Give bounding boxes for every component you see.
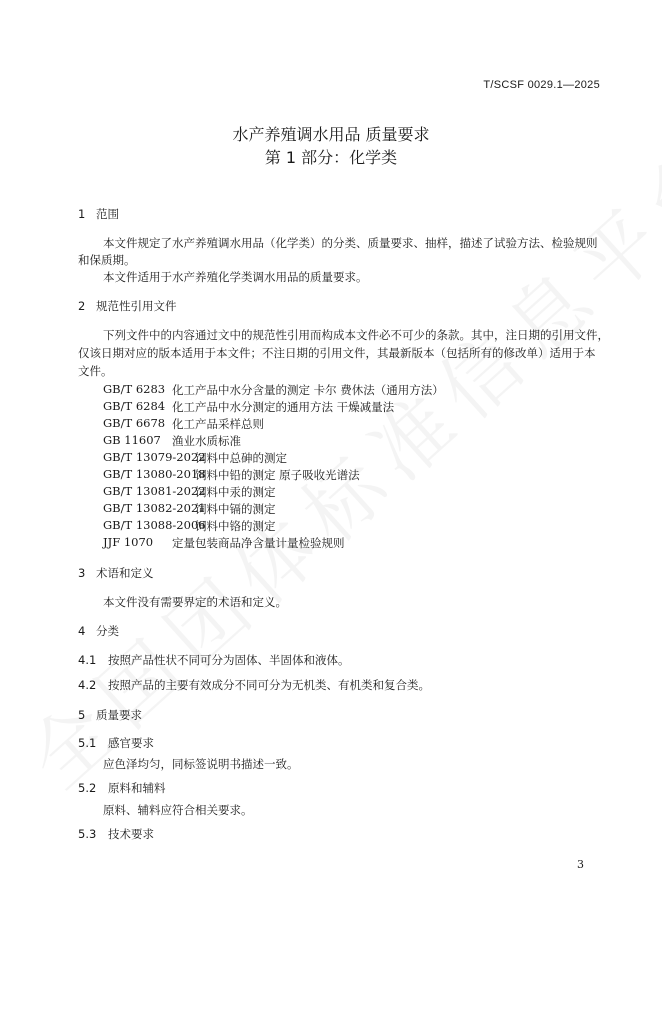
reference-code: JJF 1070 xyxy=(103,535,154,549)
scope-paragraph-1: 本文件规定了水产养殖调水用品（化学类）的分类、质量要求、抽样，描述了试验方法、检验规则 xyxy=(103,236,598,250)
document-code: T/SCSF 0029.1—2025 xyxy=(483,79,600,91)
reference-title: 化工产品采样总则 xyxy=(172,417,264,431)
clause-5-3-heading xyxy=(78,826,154,842)
section-1-heading xyxy=(78,206,119,222)
reference-code: GB/T 6283 xyxy=(103,382,166,396)
reference-code: GB/T 6284 xyxy=(103,399,166,413)
reference-code: GB/T 13088-2006 xyxy=(103,518,206,532)
clause-title: 原料和辅料 xyxy=(108,781,166,795)
clause-5-2-text: 原料、辅料应符合相关要求。 xyxy=(103,803,253,817)
clause-title: 感官要求 xyxy=(108,736,154,750)
reference-code: GB/T 13082-2021 xyxy=(103,501,206,515)
section-number: 3 xyxy=(78,566,86,580)
section-number: 4 xyxy=(78,624,86,638)
reference-title: 化工产品中水分测定的通用方法 干燥减量法 xyxy=(172,400,395,414)
section-3-heading xyxy=(78,565,154,581)
reference-code: GB/T 6678 xyxy=(103,416,166,430)
reference-title: 饲料中镉的测定 xyxy=(195,502,276,516)
terms-paragraph: 本文件没有需要界定的术语和定义。 xyxy=(103,595,287,609)
reference-code: GB 11607 xyxy=(103,433,161,447)
references-intro-line-1: 下列文件中的内容通过文中的规范性引用而构成本文件必不可少的条款。其中，注日期的引用文件， xyxy=(103,328,609,342)
section-title: 规范性引用文件 xyxy=(96,299,177,313)
references-intro-line-3: 文件。 xyxy=(78,364,113,378)
clause-number: 5.3 xyxy=(78,827,97,841)
reference-code: GB/T 13079-2022 xyxy=(103,450,206,464)
references-intro-line-2: 仅该日期对应的版本适用于本文件；不注日期的引用文件，其最新版本（包括所有的修改单）适用于本 xyxy=(78,346,596,360)
section-number: 1 xyxy=(78,207,86,221)
reference-title: 饲料中汞的测定 xyxy=(195,485,276,499)
reference-title: 渔业水质标准 xyxy=(172,434,241,448)
scope-paragraph-2: 本文件适用于水产养殖化学类调水用品的质量要求。 xyxy=(103,270,368,284)
clause-text: 按照产品的主要有效成分不同可分为无机类、有机类和复合类。 xyxy=(108,678,430,692)
reference-code: GB/T 13081-2022 xyxy=(103,484,206,498)
clause-5-1-heading xyxy=(78,735,154,751)
document-subtitle: 第 1 部分：化学类 xyxy=(264,148,398,167)
clause-number: 5.1 xyxy=(78,736,97,750)
clause-4-2 xyxy=(78,677,430,693)
scope-paragraph-1-cont: 和保质期。 xyxy=(78,253,136,267)
document-title: 水产养殖调水用品 质量要求 xyxy=(232,125,430,144)
reference-title: 饲料中总砷的测定 xyxy=(195,451,287,465)
section-title: 术语和定义 xyxy=(96,566,154,580)
clause-text: 按照产品性状不同可分为固体、半固体和液体。 xyxy=(108,653,350,667)
reference-title: 饲料中铅的测定 原子吸收光谱法 xyxy=(195,468,360,482)
section-number: 5 xyxy=(78,708,86,722)
section-number: 2 xyxy=(78,299,86,313)
section-4-heading xyxy=(78,623,119,639)
section-5-heading xyxy=(78,707,142,723)
clause-number: 5.2 xyxy=(78,781,97,795)
reference-title: 定量包装商品净含量计量检验规则 xyxy=(172,536,345,550)
clause-5-1-text: 应色泽均匀，同标签说明书描述一致。 xyxy=(103,757,299,771)
clause-number: 4.1 xyxy=(78,653,97,667)
reference-title: 饲料中铬的测定 xyxy=(195,519,276,533)
section-2-heading xyxy=(78,298,177,314)
section-title: 质量要求 xyxy=(96,708,142,722)
clause-number: 4.2 xyxy=(78,678,97,692)
reference-code: GB/T 13080-2018 xyxy=(103,467,206,481)
section-title: 范围 xyxy=(96,207,119,221)
clause-5-2-heading xyxy=(78,780,166,796)
section-title: 分类 xyxy=(96,624,119,638)
clause-title: 技术要求 xyxy=(108,827,154,841)
clause-4-1 xyxy=(78,652,350,668)
reference-title: 化工产品中水分含量的测定 卡尔 费休法（通用方法） xyxy=(172,383,444,397)
page-number: 3 xyxy=(577,858,584,871)
